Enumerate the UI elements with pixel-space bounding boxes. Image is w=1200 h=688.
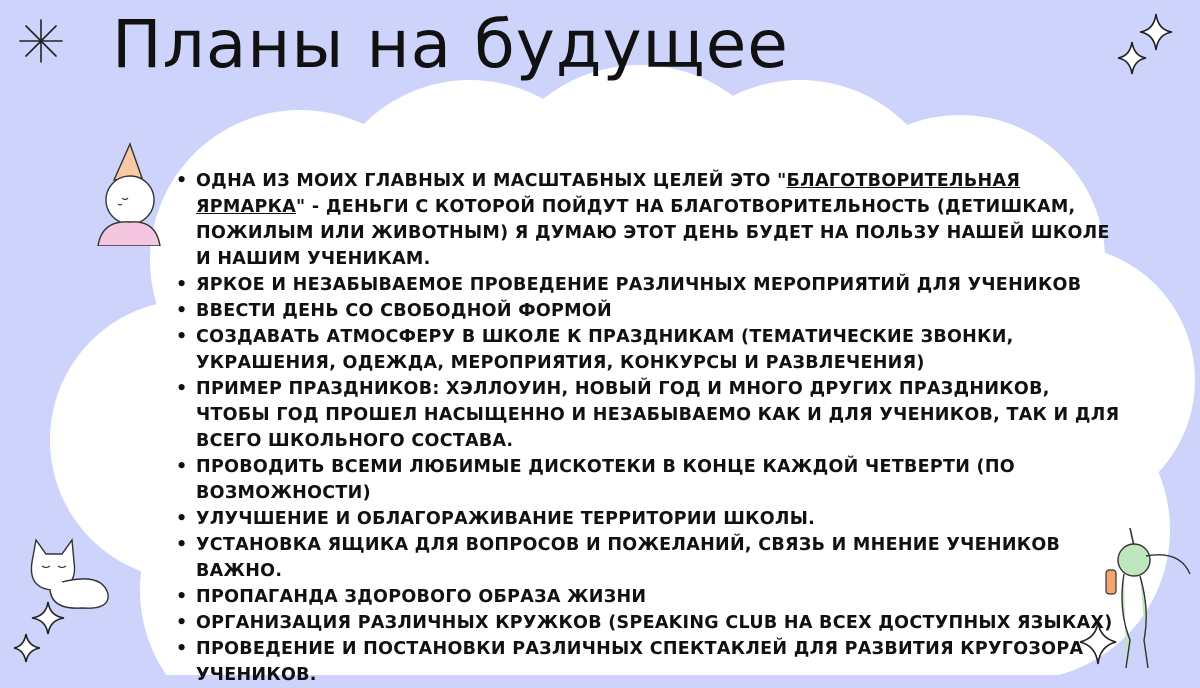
list-item: • ОРГАНИЗАЦИЯ РАЗЛИЧНЫХ КРУЖКОВ (SPEAKING CLUB НА ВСЕХ ДОСТУПНЫХ ЯЗЫКАХ) [176,610,1126,636]
plans-list [176,168,1126,688]
list-item: • ПРОПАГАНДА ЗДОРОВОГО ОБРАЗА ЖИЗНИ [176,584,1126,610]
sparkle-stars-icon [12,600,72,666]
party-hat-character [92,140,162,246]
list-item: • ВВЕСТИ ДЕНЬ СО СВОБОДНОЙ ФОРМОЙ [176,298,1126,324]
page-title: Планы на будущее [112,6,789,83]
list-item: • ОДНА ИЗ МОИХ ГЛАВНЫХ И МАСШТАБНЫХ ЦЕЛЕЙ ЭТО "БЛАГОТВОРИТЕЛЬНАЯ ЯРМАРКА" - ДЕНЬГИ С КОТОРОЙ ПОЙДУТ НА БЛАГОТВОРИТЕЛЬНОСТЬ (ДЕТИШКАМ, ПОЖИЛЫМ ИЛИ ЖИВОТНЫМ) Я ДУМАЮ ЭТОТ ДЕНЬ БУДЕТ НА ПОЛЬЗУ НАШЕЙ ШКОЛЕ И НАШИМ УЧЕНИКАМ. [176,168,1126,272]
list-item: • УЛУЧШЕНИЕ И ОБЛАГОРАЖИВАНИЕ ТЕРРИТОРИИ ШКОЛЫ. [176,506,1126,532]
list-item: • ПРОВОДИТЬ ВСЕМИ ЛЮБИМЫЕ ДИСКОТЕКИ В КОНЦЕ КАЖДОЙ ЧЕТВЕРТИ (ПО ВОЗМОЖНОСТИ) [176,454,1126,506]
starburst-icon [18,18,64,64]
list-item: • ПРОВЕДЕНИЕ И ПОСТАНОВКИ РАЗЛИЧНЫХ СПЕКТАКЛЕЙ ДЛЯ РАЗВИТИЯ КРУГОЗОРА УЧЕНИКОВ. [176,636,1126,688]
sparkle-stars-icon [1112,12,1182,78]
list-item: • УСТАНОВКА ЯЩИКА ДЛЯ ВОПРОСОВ И ПОЖЕЛАНИЙ, СВЯЗЬ И МНЕНИЕ УЧЕНИКОВ ВАЖНО. [176,532,1126,584]
list-item: • СОЗДАВАТЬ АТМОСФЕРУ В ШКОЛЕ К ПРАЗДНИКАМ (ТЕМАТИЧЕСКИЕ ЗВОНКИ, УКРАШЕНИЯ, ОДЕЖДА, МЕРОПРИЯТИЯ, КОНКУРСЫ И РАЗВЛЕЧЕНИЯ) [176,324,1126,376]
charity-fair-link[interactable]: БЛАГОТВОРИТЕЛЬНАЯ ЯРМАРКА [196,171,1021,217]
list-item: • ПРИМЕР ПРАЗДНИКОВ: ХЭЛЛОУИН, НОВЫЙ ГОД И МНОГО ДРУГИХ ПРАЗДНИКОВ, ЧТОБЫ ГОД ПРОШЕЛ НАСЫЩЕННО И НЕЗАБЫВАЕМО КАК И ДЛЯ УЧЕНИКОВ, ТАК И ДЛЯ ВСЕГО ШКОЛЬНОГО СОСТАВА. [176,376,1126,454]
list-item: • ЯРКОЕ И НЕЗАБЫВАЕМОЕ ПРОВЕДЕНИЕ РАЗЛИЧНЫХ МЕРОПРИЯТИЙ ДЛЯ УЧЕНИКОВ [176,272,1126,298]
